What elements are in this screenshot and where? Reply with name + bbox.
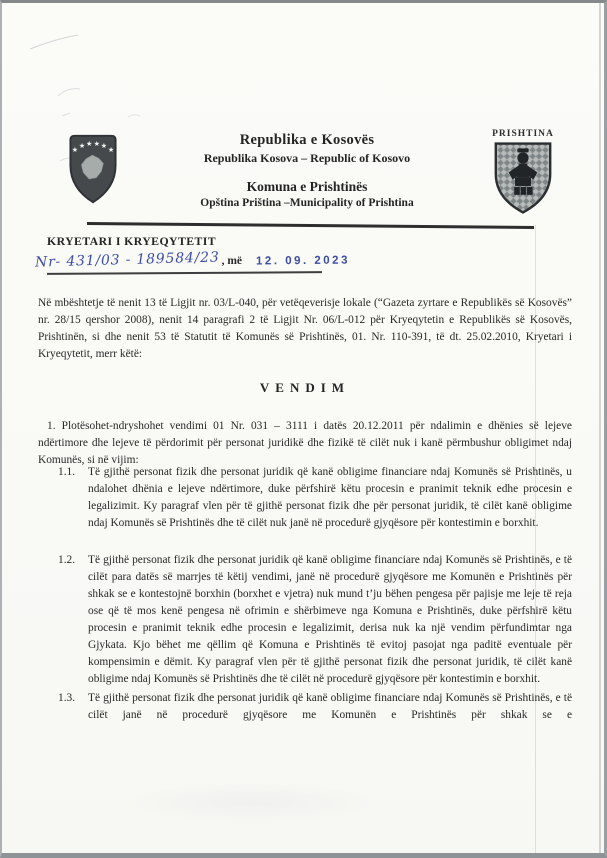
svg-text:★: ★ <box>78 141 86 151</box>
prishtina-emblem-caption: PRISHTINA <box>492 129 554 139</box>
svg-text:★: ★ <box>100 141 108 151</box>
kosovo-coat-of-arms-icon <box>64 130 122 208</box>
svg-text:★: ★ <box>107 144 115 154</box>
municipality-name-translated: Opština Priština –Municipality of Prishtina <box>200 197 414 209</box>
date-label: , më <box>221 255 243 267</box>
state-name: Republika e Kosovës <box>239 132 375 148</box>
municipality-name: Komuna e Prishtinës <box>246 179 368 194</box>
prishtina-emblem <box>488 129 558 221</box>
subparagraph-number: 1.3. <box>58 692 76 704</box>
handwritten-protocol-number: Nr- 431/03 - 189584/23 <box>34 249 220 271</box>
subparagraph-1-3 <box>38 690 572 724</box>
office-title: KRYETARI I KRYEQYTETIT <box>47 234 217 248</box>
article-1-paragraph: 1. Plotësohet-ndryshohet vendimi 01 Nr. 031 – 3111 i datës 20.12.2011 për ndalimin e dhënies së lejeve ndërtimore dhe lejeve të përdorimit për personat juridikë dhe fizikë të cilët nuk i kanë përmbushur obligimet ndaj Komunës, si në vijim: <box>38 420 572 467</box>
subparagraph-text: Të gjithë personat fizik dhe personat juridik që kanë obligime financiare ndaj Komunës së Prishtinës, e të cilët janë në procedurë gjyqësore me Komunën e Prishtinës për shkak se e <box>88 692 572 721</box>
subparagraph-text: Të gjithë personat fizik dhe personat juridik që kanë obligime financiare ndaj Komunës së Prishtinës, u ndalohet dhënia e lejeve ndërtimore, duke përfshirë këtu procesin e pranimit teknik edhe procesin e legalizimit. Ky paragraf vlen për të gjithë personat fizik dhe për personat juridik, të cilët kanë obligime ndaj Komunës së Prishtinës dhe të cilët nuk janë në procedurë gjyqësore për kontestimin e borxhit. <box>88 466 572 529</box>
subparagraph-number: 1.1. <box>58 466 76 478</box>
subparagraph-1-1 <box>38 464 572 532</box>
svg-text:★: ★ <box>71 144 79 154</box>
decision-title: VENDIM <box>259 380 351 395</box>
date-stamp: 12. 09. 2023 <box>255 254 351 268</box>
prishtina-coat-of-arms-icon <box>491 140 555 216</box>
legal-basis-paragraph: Në mbështetje të nenit 13 të Ligjit nr. 03/L-040, për vetëqeverisje lokale (“Gazeta zyrtare e Republikës së Kosovës” nr. 28/15 qershor 2008), nenit 14 paragrafi 2 të Ligjit Nr. 06/L-012 për Kryeqytetin e Republikës së Kosovës, Prishtinën, si dhe nenit 53 të Statutit të Komunës së Prishtinës, 01. Nr. 110-391, të dt. 25.02.2010, Kryetari i Kryeqytetit, merr këtë: <box>38 297 572 361</box>
scan-smudge <box>122 783 382 823</box>
header-divider-rule <box>87 222 534 228</box>
subparagraph-text: Të gjithë personat fizik dhe personat juridik që kanë obligime financiare ndaj Komunës së Prishtinës, e të cilët para datës së marrjes të këtij vendimi, janë në procedurë gjyqësore me Komunën e Prishtinës për shkak se e kontestojnë borxhin (borxhet e vjetra) nuk mund t’ju bëhen pengesa për pajisje me leje të reja ose që të mos kenë pengesa në ofrimin e shërbimeve nga Komuna e Prishtinës, duke përfshirë këtu procesin e pranimit teknik edhe procesin e legalizimit, derisa nuk ka një vendim përfundimtar nga Gjykata. Kjo bëhet me qëllim që Komuna e Prishtinës të evitoj pasojat nga paditë eventuale për kompensimin e dëmit. Ky paragraf vlen për të gjithë personat fizik dhe personat juridik, të cilët kanë obligime ndaj Komunës së Prishtinës dhe të cilët në procedurë gjyqësore për kontestimin e borxhit. <box>88 554 572 685</box>
svg-text:★: ★ <box>93 139 101 149</box>
subparagraph-number: 1.2. <box>58 554 76 566</box>
scan-edge-line <box>599 3 601 856</box>
svg-text:★: ★ <box>85 139 93 149</box>
subparagraph-1-2 <box>38 552 572 688</box>
document-letterhead <box>132 132 482 209</box>
state-name-translated: Republika Kosova – Republic of Kosovo <box>203 151 411 165</box>
